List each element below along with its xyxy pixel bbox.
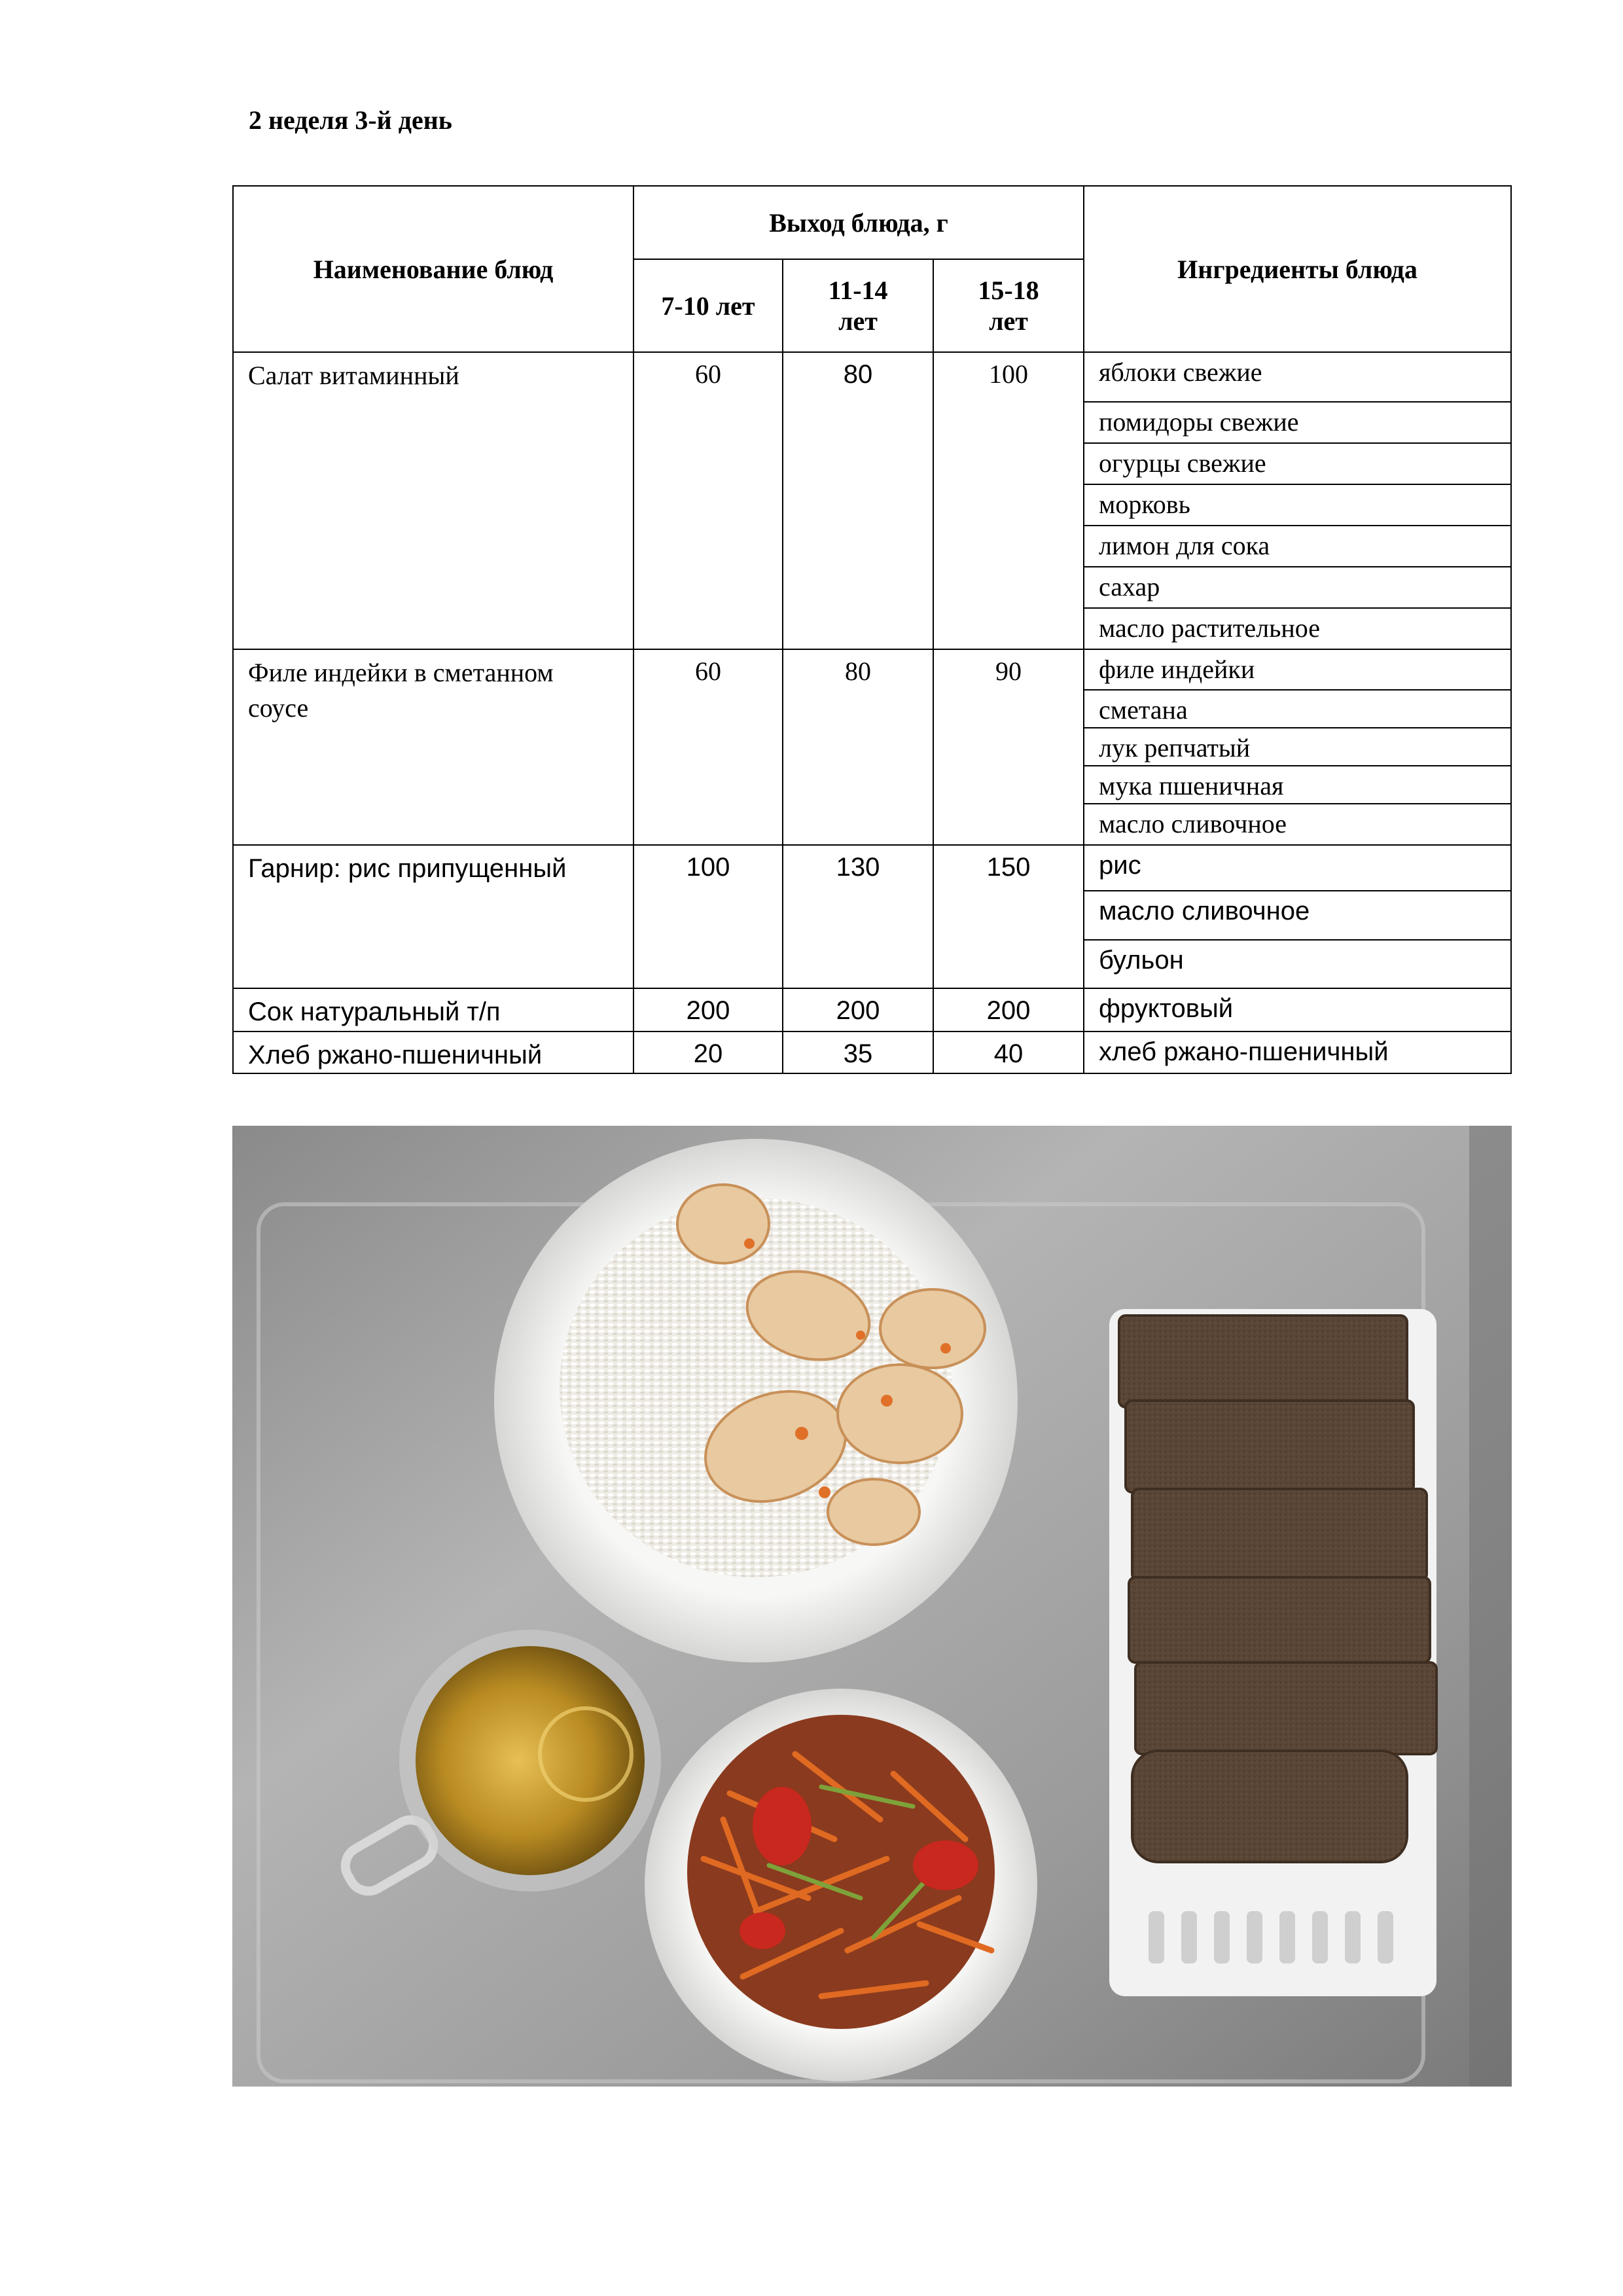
header-age-7-10: 7-10 лет: [633, 259, 783, 352]
portion-15-18: 200: [933, 988, 1084, 1031]
table-row: [233, 988, 1511, 1031]
portion-7-10: 60: [633, 649, 783, 845]
table-row: [233, 649, 1511, 690]
portion-15-18: 150: [933, 845, 1084, 988]
ingredient: рис: [1084, 845, 1511, 891]
ingredient: помидоры свежие: [1084, 402, 1511, 443]
rice-turkey-bowl: [494, 1139, 1018, 1662]
portion-11-14: 80: [783, 352, 933, 649]
header-ingredients: Ингредиенты блюда: [1084, 186, 1511, 352]
portion-7-10: 200: [633, 988, 783, 1031]
portion-15-18: 100: [933, 352, 1084, 649]
portion-7-10: 20: [633, 1031, 783, 1073]
portion-15-18: 90: [933, 649, 1084, 845]
portion-7-10: 60: [633, 352, 783, 649]
ingredient: яблоки свежие: [1084, 352, 1511, 402]
ingredient: лимон для сока: [1084, 526, 1511, 567]
ingredient: лук репчатый: [1084, 728, 1511, 766]
table-row: [233, 845, 1511, 891]
portion-11-14: 130: [783, 845, 933, 988]
dish-name: Хлеб ржано-пшеничный: [233, 1031, 633, 1073]
ingredient: сметана: [1084, 690, 1511, 728]
ingredient: мука пшеничная: [1084, 766, 1511, 804]
portion-7-10: 100: [633, 845, 783, 988]
bread-slices: [1119, 1316, 1436, 1862]
header-age-15-18: 15-18 лет: [933, 259, 1084, 352]
ingredient: фруктовый: [1084, 988, 1511, 1031]
table-row: [233, 352, 1511, 402]
ingredient: сахар: [1084, 567, 1511, 608]
dish-name: Гарнир: рис припущенный: [233, 845, 633, 988]
ingredient: масло сливочное: [1084, 804, 1511, 845]
page-heading: 2 неделя 3-й день: [249, 105, 452, 135]
table-row: [233, 1031, 1511, 1073]
meal-photo: [232, 1126, 1512, 2087]
portion-11-14: 200: [783, 988, 933, 1031]
ingredient: масло растительное: [1084, 608, 1511, 649]
menu-table: [232, 185, 1512, 1074]
dish-name: Сок натуральный т/п: [233, 988, 633, 1031]
ingredient: масло сливочное: [1084, 891, 1511, 940]
portion-15-18: 40: [933, 1031, 1084, 1073]
ingredient: морковь: [1084, 484, 1511, 526]
portion-11-14: 35: [783, 1031, 933, 1073]
salad-bowl: [645, 1689, 1037, 2081]
dish-name: Салат витаминный: [233, 352, 633, 649]
portion-11-14: 80: [783, 649, 933, 845]
dish-name: Филе индейки в сметанном соусе: [233, 649, 633, 845]
ingredient: хлеб ржано-пшеничный: [1084, 1031, 1511, 1073]
ingredient: огурцы свежие: [1084, 443, 1511, 484]
header-dish-name: Наименование блюд: [233, 186, 633, 352]
bread-tray: [1109, 1309, 1436, 1996]
ingredient: бульон: [1084, 940, 1511, 988]
ingredient: филе индейки: [1084, 649, 1511, 690]
header-output: Выход блюда, г: [633, 186, 1084, 259]
header-age-11-14: 11-14 лет: [783, 259, 933, 352]
